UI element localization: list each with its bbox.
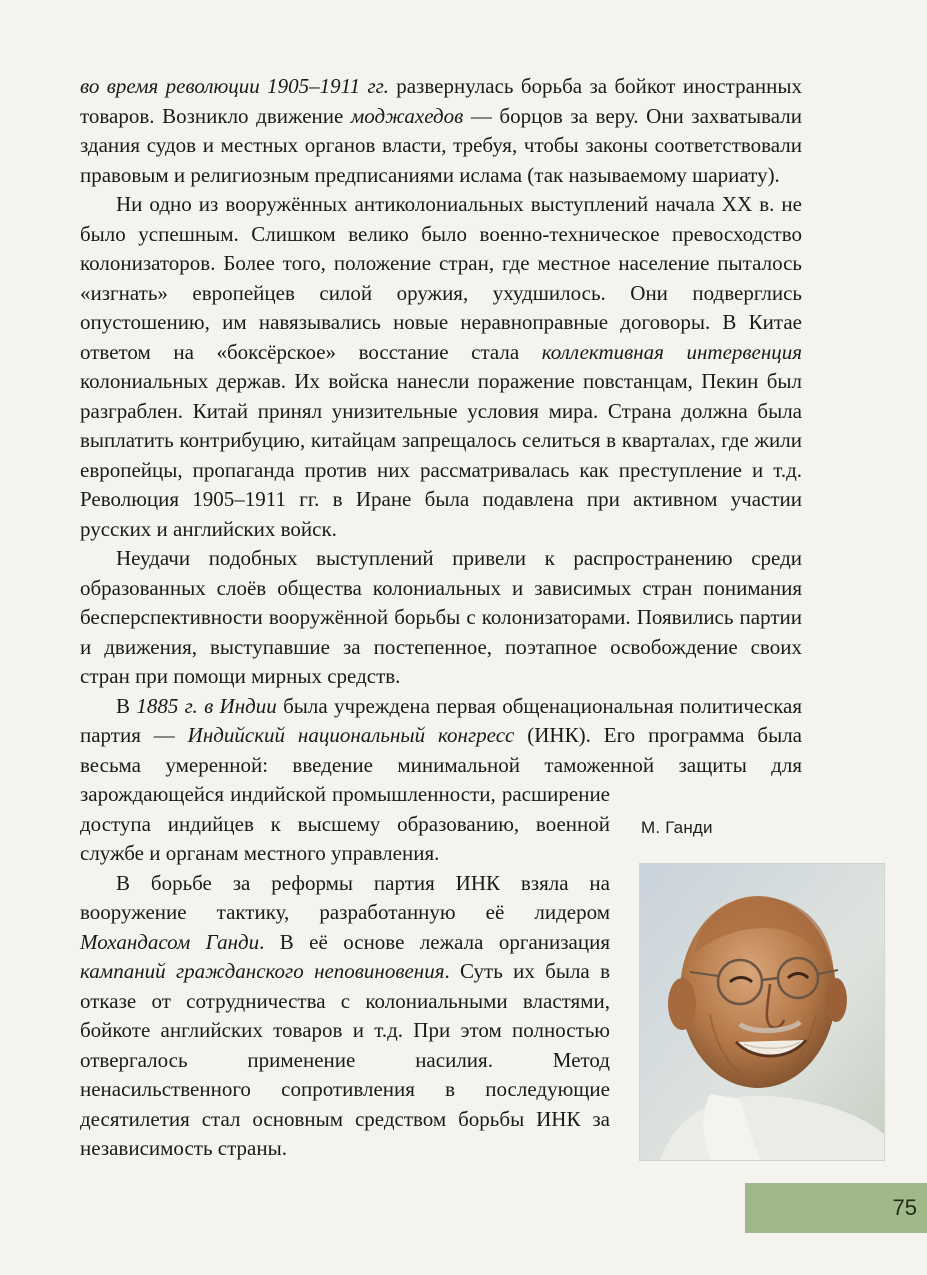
paragraph-1: во время революции 1905–1911 гг. развернулась борьба за бойкот иностранных товаров. Возникло движение моджахедов — борцов за веру. Они захватывали здания судов и местных органов власти, требуя, чтобы законы соответствовали правовым и религиозным предписаниями ислама (так называемому шариату). xyxy=(80,74,802,187)
paragraph-3: Неудачи подобных выступлений привели к распространению среди образованных слоёв общества колониальных и зависимых стран понимания бесперспективности вооружённой борьбы с колонизаторами. Появились партии и движения, выступавшие за постепенное, поэтапное освобождение своих стран при помощи мирных средств. xyxy=(80,546,802,688)
page-number: 75 xyxy=(892,1195,917,1220)
page-number-box xyxy=(745,1183,927,1233)
paragraph-2: Ни одно из вооружённых антиколониальных выступлений начала XX в. не было успешным. Слишком велико было военно-техническое превосходство колонизаторов. Более того, положение стран, где местное население пыталось «изгнать» европейцев силой оружия, ухудшилось. Они подверглись опустошению, им навязывались новые неравноправные договоры. В Китае ответом на «боксёрское» восстание стала коллективная интервенция колониальных держав. Их войска нанесли поражение повстанцам, Пекин был разграблен. Китай принял унизительные условия мира. Страна должна была выплатить контрибуцию, китайцам запрещалось селиться в кварталах, где жили европейцы, пропаганда против них рассматривалась как преступление и т.д. Революция 1905–1911 гг. в Иране была подавлена при активном участии русских и английских войск. xyxy=(80,192,803,541)
paragraph-4: В 1885 г. в Индии была учреждена первая общенациональная политическая партия — Индийский национальный конгресс (ИНК). Его программа была весьма умеренной: введение минимальной таможенной защиты для зарождающейся индийской промышленности, расширение доступа индийцев к высшему образованию, военной службе и органам местного управления. xyxy=(80,693,802,865)
gandhi-portrait xyxy=(639,863,885,1161)
portrait-illustration xyxy=(640,864,884,1160)
paragraph-5: В борьбе за реформы партия ИНК взяла на вооружение тактику, разработанную её лидером Мохандасом Ганди. В её основе лежала организация кампаний гражданского неповиновения. Суть их была в отказе от сотрудничества с колониальными властями, бойкоте английских товаров и т.д. При этом полностью отвергалось применение насилия. Метод ненасильственного сопротивления в последующие десятилетия стал основным средством борьбы ИНК за независимость страны. xyxy=(80,870,610,1160)
figure-caption: М. Ганди xyxy=(641,818,713,837)
